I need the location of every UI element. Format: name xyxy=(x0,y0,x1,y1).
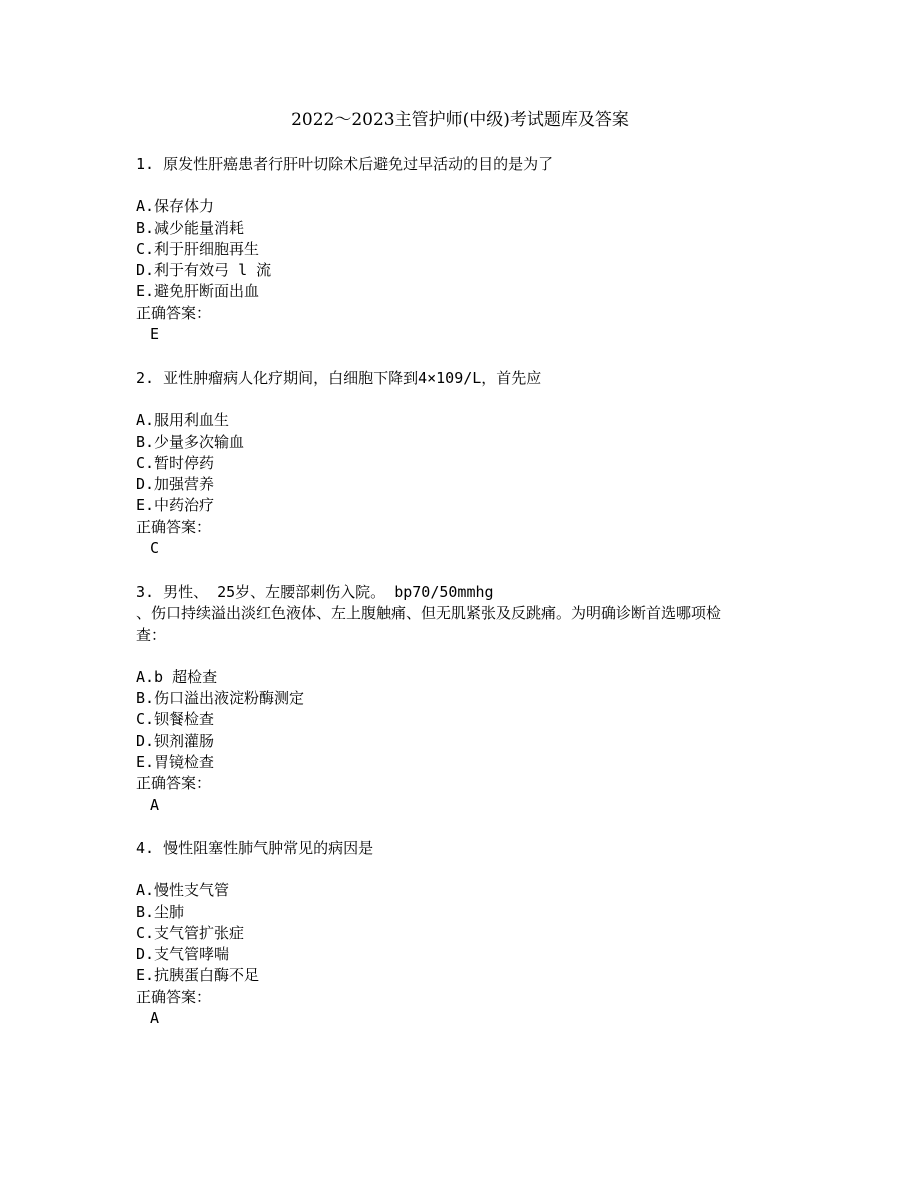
answer-label: 正确答案： xyxy=(136,987,212,1006)
option-a: A.慢性支气管 xyxy=(136,881,230,900)
option-c: C.支气管扩张症 xyxy=(136,923,245,942)
document-title: 2022～2023主管护师(中级)考试题库及答案 xyxy=(291,110,629,130)
options-list xyxy=(136,667,796,816)
options-list xyxy=(136,880,796,1029)
question-stem-line-2: 、伤口持续溢出淡红色液体、左上腹触痛、但无肌紧张及反跳痛。为明确诊断首选哪项检 xyxy=(136,604,722,623)
option-b: B.减少能量消耗 xyxy=(136,218,245,237)
question-stem-line-3: 查： xyxy=(136,625,167,644)
option-c: C.钡餐检查 xyxy=(136,710,215,729)
question-2 xyxy=(136,368,796,559)
answer-value: A xyxy=(150,1009,160,1028)
answer-label: 正确答案： xyxy=(136,517,212,536)
option-b: B.尘肺 xyxy=(136,902,185,921)
options-list xyxy=(136,410,796,559)
option-e: E.中药治疗 xyxy=(136,496,215,515)
option-a: A.b 超检查 xyxy=(136,667,218,686)
option-e: E.避免肝断面出血 xyxy=(136,282,260,301)
option-e: E.抗胰蛋白酶不足 xyxy=(136,966,260,985)
answer-value: E xyxy=(150,325,160,344)
answer-label: 正确答案： xyxy=(136,303,212,322)
answer-label: 正确答案： xyxy=(136,774,212,793)
option-d: D.支气管哮喘 xyxy=(136,945,230,964)
question-4 xyxy=(136,838,796,1029)
option-d: D.加强营养 xyxy=(136,475,215,494)
option-c: C.利于肝细胞再生 xyxy=(136,239,260,258)
question-stem: 4. 慢性阻塞性肺气肿常见的病因是 xyxy=(136,839,374,857)
question-stem-line-1: 3. 男性、 25岁、左腰部刺伤入院。 bp70/50mmhg xyxy=(136,583,494,601)
option-a: A.服用利血生 xyxy=(136,411,230,430)
option-d: D.钡剂灌肠 xyxy=(136,731,215,750)
answer-value: C xyxy=(150,539,160,558)
question-1 xyxy=(136,154,796,345)
answer-value: A xyxy=(150,795,160,814)
option-c: C.暂时停药 xyxy=(136,453,215,472)
question-3 xyxy=(136,582,796,816)
question-stem: 1. 原发性肝癌患者行肝叶切除术后避免过早活动的目的是为了 xyxy=(136,155,554,173)
option-b: B.伤口溢出液淀粉酶测定 xyxy=(136,689,305,708)
option-b: B.少量多次输血 xyxy=(136,432,245,451)
option-a: A.保存体力 xyxy=(136,197,215,216)
option-e: E.胃镜检查 xyxy=(136,753,215,772)
question-stem: 2. 亚性肿瘤病人化疗期间，白细胞下降到4×109/L，首先应 xyxy=(136,369,542,387)
option-d: D.利于有效弓 l 流 xyxy=(136,261,272,280)
options-list xyxy=(136,196,796,345)
